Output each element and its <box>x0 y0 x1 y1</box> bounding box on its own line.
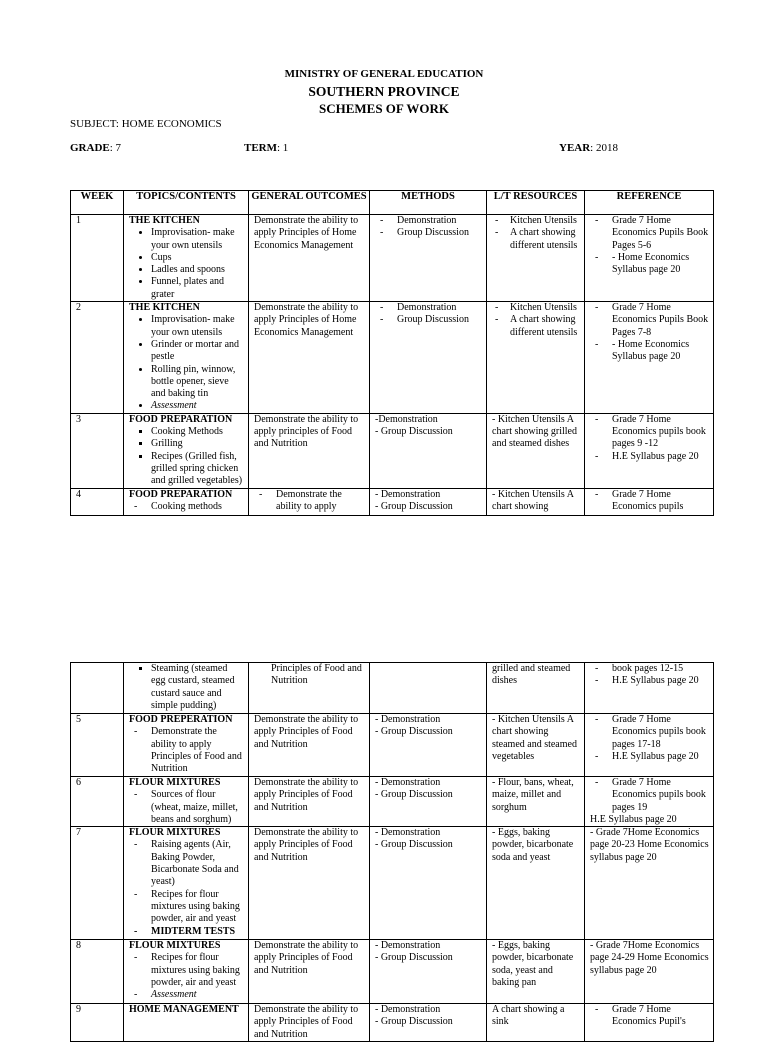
topic-cell <box>124 940 249 1004</box>
topic-title: FLOUR MIXTURES <box>129 827 221 839</box>
table-row <box>71 777 714 827</box>
ministry-heading: MINISTRY OF GENERAL EDUCATION <box>284 68 484 80</box>
table-row <box>71 488 714 515</box>
list-item: - Grade 7 Home Economics Pupils Book Pages 5-6 <box>612 215 709 252</box>
list-item: - MIDTERM TESTS <box>151 926 244 938</box>
topic-title: FOOD PREPARATION <box>129 413 233 425</box>
list-item: • Improvisation- make your own utensils <box>151 227 244 252</box>
methods-cell <box>370 714 487 777</box>
resources-cell <box>487 215 585 302</box>
week-cell: 1 <box>71 215 124 302</box>
methods-cell <box>370 663 487 714</box>
list-item: - Demonstration <box>397 215 482 227</box>
resources-cell <box>487 302 585 414</box>
list-item: - Group Discussion <box>375 789 453 801</box>
list-item: - A chart showing different utensils <box>510 227 580 252</box>
methods-cell <box>370 215 487 302</box>
resources-cell: - Eggs, baking powder, bicarbonate soda, yeast and baking pan <box>487 940 585 1004</box>
list-item: - Group Discussion <box>375 952 453 964</box>
grade-label: GRADE <box>70 142 110 154</box>
list-item: ▪ Recipes (Grilled fish, grilled spring chicken and grilled vegetables) <box>151 451 244 488</box>
list-item: - Demonstration <box>375 1004 441 1016</box>
col-outcomes: GENERAL OUTCOMES <box>249 191 370 215</box>
topic-cell <box>124 302 249 414</box>
outcome-cell <box>249 488 370 515</box>
list-item: - Demonstration <box>397 302 482 314</box>
reference-cell <box>585 215 714 302</box>
list-item: ▪ Cooking Methods <box>151 426 244 438</box>
list-item: - Assessment <box>151 989 244 1001</box>
list-item: - Recipes for flour mixtures using baking powder, air and yeast <box>151 889 244 926</box>
week-cell: 8 <box>71 940 124 1004</box>
document-title: SCHEMES OF WORK <box>318 101 450 116</box>
col-resources: L/T RESOURCES <box>487 191 585 215</box>
table-row <box>71 827 714 940</box>
list-item: - Sources of flour (wheat, maize, millet, beans and sorghum) <box>151 789 244 826</box>
methods-cell <box>370 777 487 827</box>
list-item: - Grade 7 Home Economics Pupils Book Pages 7-8 <box>612 302 709 339</box>
subject-line: SUBJECT: HOME ECONOMICS <box>70 118 222 130</box>
table-row <box>71 302 714 414</box>
topic-title: FLOUR MIXTURES <box>129 777 221 788</box>
reference-cell <box>585 663 714 714</box>
list-item: - Cooking methods <box>151 501 244 513</box>
list-item: - Group Discussion <box>375 1016 453 1028</box>
table-row <box>71 1004 714 1042</box>
reference-cell <box>585 413 714 488</box>
table-header-row <box>71 191 714 215</box>
list-item: - Group Discussion <box>397 314 482 326</box>
table-row <box>71 714 714 777</box>
week-cell: 9 <box>71 1004 124 1042</box>
resources-cell: - Kitchen Utensils A chart showing grilled and steamed dishes <box>487 413 585 488</box>
week-cell: 5 <box>71 714 124 777</box>
resources-cell: grilled and steamed dishes <box>487 663 585 714</box>
outcome-cell: Demonstrate the ability to apply principles of Food and Nutrition <box>249 413 370 488</box>
list-item: • Cups <box>151 252 244 264</box>
list-item: - Grade 7 Home Economics pupils book pages 19 <box>612 777 709 814</box>
list-item: - Grade 7 Home Economics pupils <box>612 489 709 514</box>
list-item: - book pages 12-15 <box>612 663 709 675</box>
list-item: - Demonstration <box>375 714 441 725</box>
week-cell: 4 <box>71 488 124 515</box>
list-item: -Demonstration <box>375 413 438 425</box>
resources-cell: A chart showing a sink <box>487 1004 585 1042</box>
reference-cell <box>585 488 714 515</box>
list-item: - H.E Syllabus page 20 <box>612 451 709 463</box>
year-value: : 2018 <box>590 142 618 154</box>
list-item: - Grade 7 Home Economics Pupil's <box>612 1004 709 1029</box>
table-row <box>71 663 714 714</box>
reference-cell <box>585 302 714 414</box>
reference-cell <box>585 1004 714 1042</box>
methods-cell <box>370 302 487 414</box>
list-item: ▪ Grilling <box>151 438 244 450</box>
year-line <box>559 142 618 154</box>
topic-title: THE KITCHEN <box>129 215 200 226</box>
outcome-cell: Demonstrate the ability to apply Principles of Food and Nutrition <box>249 1004 370 1042</box>
list-item: - Raising agents (Air, Baking Powder, Bicarbonate Soda and yeast) <box>151 839 244 888</box>
list-item: - Demonstrate the ability to apply Principles of Food and Nutrition <box>151 726 244 775</box>
list-item: • Improvisation- make your own utensils <box>151 314 244 339</box>
list-item: - Demonstration <box>375 777 441 788</box>
table-row <box>71 215 714 302</box>
methods-cell <box>370 1004 487 1042</box>
schemes-table-page-2 <box>70 662 714 1042</box>
week-cell <box>71 663 124 714</box>
list-item: - H.E Syllabus page 20 <box>612 751 709 763</box>
term-value: : 1 <box>277 142 289 154</box>
topic-title: FLOUR MIXTURES <box>129 940 221 952</box>
methods-cell <box>370 827 487 940</box>
topic-title: THE KITCHEN <box>129 302 200 314</box>
topic-cell <box>124 714 249 777</box>
list-item: ▪ Steaming (steamed egg custard, steamed custard sauce and simple pudding) <box>151 663 244 712</box>
table-row <box>71 413 714 488</box>
topic-cell <box>124 1004 249 1042</box>
col-week: WEEK <box>71 191 124 215</box>
table-row <box>71 940 714 1004</box>
list-item: - Demonstrate the ability to apply <box>276 489 365 514</box>
reference-cell: - Grade 7Home Economics page 24-29 Home Economics syllabus page 20 <box>585 940 714 1004</box>
list-item: - - Home Economics Syllabus page 20 <box>612 252 709 277</box>
outcome-cell: Demonstrate the ability to apply Principles of Home Economics Management <box>249 302 370 414</box>
list-item: • Rolling pin, winnow, bottle opener, sieve and baking tin <box>151 364 244 401</box>
methods-cell <box>370 940 487 1004</box>
outcome-cell: Principles of Food and Nutrition <box>249 663 370 714</box>
week-cell: 6 <box>71 777 124 827</box>
list-item: • Grinder or mortar and pestle <box>151 339 244 364</box>
resources-cell: - Eggs, baking powder, bicarbonate soda and yeast <box>487 827 585 940</box>
list-item: - Kitchen Utensils <box>510 215 580 227</box>
list-item: - Group Discussion <box>375 726 453 738</box>
reference-tail: H.E Syllabus page 20 <box>590 813 677 825</box>
outcome-cell: Demonstrate the ability to apply Principles of Food and Nutrition <box>249 940 370 1004</box>
year-label: YEAR <box>559 142 591 154</box>
list-item: - A chart showing different utensils <box>510 314 580 339</box>
resources-cell: - Flour, bans, wheat, maize, millet and sorghum <box>487 777 585 827</box>
topic-cell <box>124 777 249 827</box>
list-item: • Ladles and spoons <box>151 264 244 276</box>
week-cell: 3 <box>71 413 124 488</box>
col-reference: REFERENCE <box>585 191 714 215</box>
resources-cell: - Kitchen Utensils A chart showing <box>487 488 585 515</box>
term-line <box>244 142 288 154</box>
list-item: - Demonstration <box>375 488 441 500</box>
list-item: - Recipes for flour mixtures using baking powder, air and yeast <box>151 952 244 989</box>
col-topics: TOPICS/CONTENTS <box>124 191 249 215</box>
grade-value: : 7 <box>109 142 122 154</box>
list-item: - Group Discussion <box>375 839 453 851</box>
outcome-cell: Demonstrate the ability to apply Principles of Home Economics Management <box>249 215 370 302</box>
list-item: • Funnel, plates and grater <box>151 276 244 301</box>
list-item: - Demonstration <box>375 827 441 839</box>
outcome-cell: Demonstrate the ability to apply Principles of Food and Nutrition <box>249 827 370 940</box>
schemes-table-page-1 <box>70 190 714 516</box>
reference-cell <box>585 714 714 777</box>
methods-cell <box>370 488 487 515</box>
topic-cell <box>124 215 249 302</box>
reference-cell: - Grade 7Home Economics page 20-23 Home Economics syllabus page 20 <box>585 827 714 940</box>
reference-cell <box>585 777 714 827</box>
grade-line <box>70 142 121 154</box>
topic-title: HOME MANAGEMENT <box>129 1004 239 1016</box>
list-item: - H.E Syllabus page 20 <box>612 675 709 687</box>
week-cell: 2 <box>71 302 124 414</box>
topic-title: FOOD PREPERATION <box>129 714 233 725</box>
list-item: - Kitchen Utensils <box>510 302 580 314</box>
list-item: - Group Discussion <box>397 227 482 239</box>
list-item: • Assessment <box>151 400 244 412</box>
list-item: - Group Discussion <box>375 426 453 438</box>
topic-cell <box>124 488 249 515</box>
term-label: TERM <box>244 142 277 154</box>
outcome-cell: Demonstrate the ability to apply Principles of Food and Nutrition <box>249 714 370 777</box>
list-item: - Group Discussion <box>375 500 453 512</box>
list-item: - Demonstration <box>375 940 441 952</box>
col-methods: METHODS <box>370 191 487 215</box>
outcome-cell: Demonstrate the ability to apply Principles of Food and Nutrition <box>249 777 370 827</box>
province-heading: SOUTHERN PROVINCE <box>308 84 460 99</box>
week-cell: 7 <box>71 827 124 940</box>
list-item: - - Home Economics Syllabus page 20 <box>612 339 709 364</box>
resources-cell: - Kitchen Utensils A chart showing steamed and steamed vegetables <box>487 714 585 777</box>
topic-cell <box>124 827 249 940</box>
list-item: - Grade 7 Home Economics pupils book pages 9 -12 <box>612 414 709 451</box>
topic-cell <box>124 663 249 714</box>
topic-title: FOOD PREPARATION <box>129 488 233 500</box>
topic-cell <box>124 413 249 488</box>
list-item: - Grade 7 Home Economics pupils book pages 17-18 <box>612 714 709 751</box>
methods-cell <box>370 413 487 488</box>
